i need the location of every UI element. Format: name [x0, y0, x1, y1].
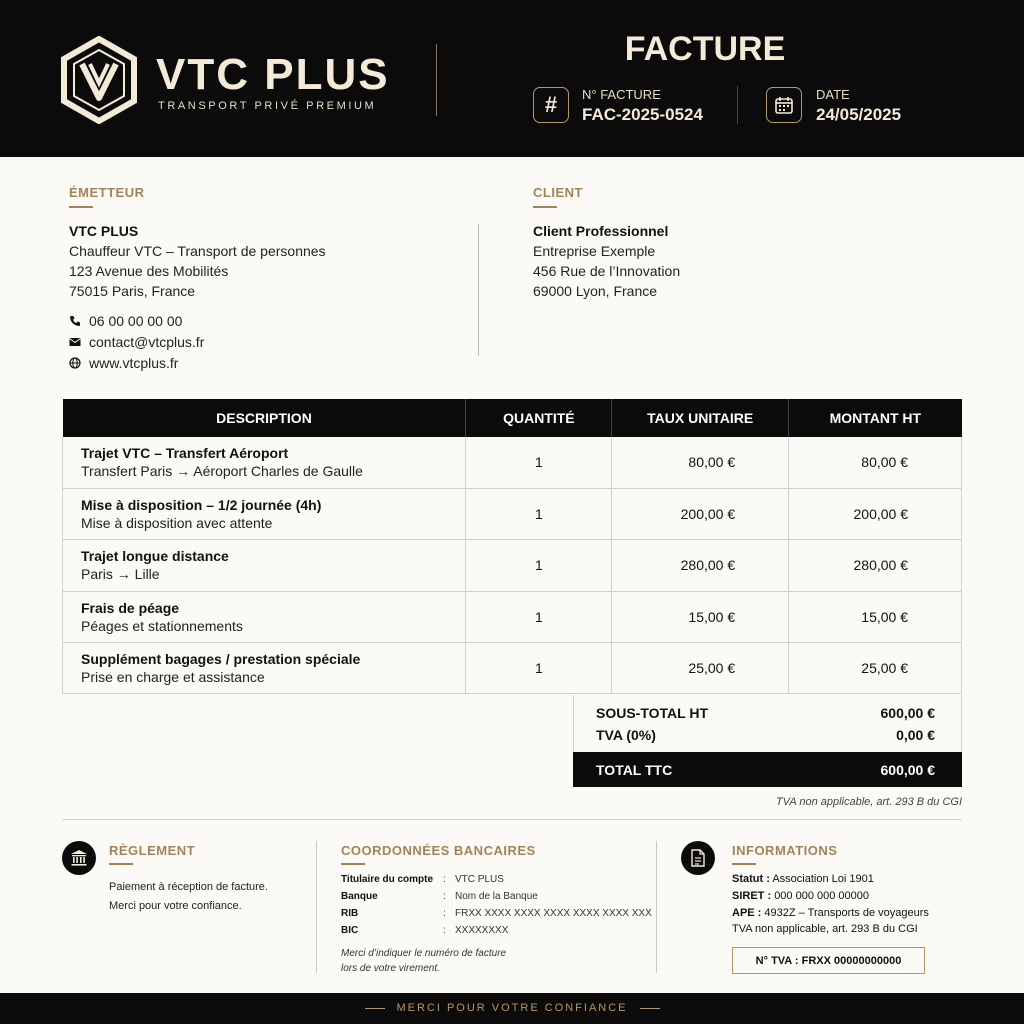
client-line: 69000 Lyon, France: [533, 283, 658, 299]
item-title: Frais de péage: [81, 599, 180, 616]
info-underline: [732, 863, 756, 865]
total-value: 600,00 €: [880, 762, 935, 778]
table-row: [63, 540, 962, 591]
invoice-number: FAC-2025-0524: [582, 105, 703, 124]
item-title: Supplément bagages / prestation spéciale: [81, 651, 361, 668]
total-label: TOTAL TTC: [596, 762, 673, 778]
item-title: Trajet longue distance: [81, 548, 229, 565]
tva-number-box: N° TVA : FRXX 00000000000: [732, 947, 925, 974]
header-divider: [436, 44, 437, 116]
info-siret: [732, 890, 869, 902]
mail-icon: [69, 336, 81, 348]
invoice-number-label: N° FACTURE: [582, 87, 661, 102]
info-label: APE :: [732, 907, 762, 919]
subtotal-label: SOUS-TOTAL HT: [596, 705, 708, 721]
bank-icon: [62, 841, 96, 875]
client-line: Entreprise Exemple: [533, 243, 656, 259]
item-quantity: 1: [466, 591, 612, 642]
parties-divider: [478, 224, 479, 356]
bank-row-rib: RIB : FRXX XXXX XXXX XXXX XXXX XXXX XXX: [341, 908, 652, 919]
table-row: [63, 488, 962, 539]
payment-line: Merci pour votre confiance.: [109, 900, 242, 912]
footer-text: MERCI POUR VOTRE CONFIANCE: [396, 1002, 628, 1014]
info-tva-note: TVA non applicable, art. 293 B du CGI: [732, 923, 918, 935]
bank-value: Nom de la Banque: [455, 891, 538, 902]
item-quantity: 1: [466, 540, 612, 591]
item-subtitle: Péages et stationnements: [81, 617, 243, 634]
bank-title: COORDONNÉES BANCAIRES: [341, 843, 536, 858]
phone-icon: [69, 315, 81, 327]
issuer-line: Chauffeur VTC – Transport de personnes: [69, 243, 326, 259]
bank-note: lors de votre virement.: [341, 963, 440, 974]
item-subtitle: Prise en charge et assistance: [81, 669, 265, 686]
item-subtitle: Transfert Paris → Aéroport Charles de Gaulle: [81, 463, 363, 480]
totals-box: [573, 695, 962, 752]
item-subtitle: Paris → Lille: [81, 566, 160, 583]
item-quantity: 1: [466, 437, 612, 488]
table-header-row: [63, 399, 962, 437]
item-unit-rate: 25,00 €: [612, 643, 789, 694]
total-ttc-bar: [573, 752, 962, 787]
tva-label: TVA (0%): [596, 727, 656, 743]
calendar-icon: [766, 87, 802, 123]
item-title: Mise à disposition – 1/2 journée (4h): [81, 497, 322, 514]
col-header-unit-rate: TAUX UNITAIRE: [612, 399, 789, 437]
payment-title: RÈGLEMENT: [109, 843, 196, 858]
meta-divider: [737, 86, 738, 124]
invoice-date: 24/05/2025: [816, 105, 902, 124]
payment-underline: [109, 863, 133, 865]
subtotal-value: 600,00 €: [880, 705, 935, 721]
table-row: [63, 643, 962, 694]
issuer-name: VTC PLUS: [69, 223, 139, 239]
bank-row-holder: Titulaire du compte : VTC PLUS: [341, 874, 504, 885]
item-unit-rate: 80,00 €: [612, 437, 789, 488]
logo-icon: [60, 36, 138, 124]
client-name: Client Professionnel: [533, 223, 669, 239]
bank-label: Titulaire du compte: [341, 874, 434, 885]
info-label: SIRET :: [732, 890, 772, 902]
bank-label: Banque: [341, 891, 378, 902]
item-unit-rate: 15,00 €: [612, 591, 789, 642]
col-header-amount: MONTANT HT: [789, 399, 962, 437]
document-title: FACTURE: [624, 30, 786, 68]
issuer-email[interactable]: [69, 334, 204, 350]
issuer-line: 123 Avenue des Mobilités: [69, 263, 229, 279]
item-unit-rate: 280,00 €: [612, 540, 789, 591]
issuer-line: 75015 Paris, France: [69, 283, 196, 299]
bank-label: BIC: [341, 925, 359, 936]
bank-value: XXXXXXXX: [455, 925, 509, 936]
client-line: 456 Rue de l’Innovation: [533, 263, 681, 279]
issuer-website[interactable]: [69, 355, 178, 371]
issuer-underline: [69, 206, 93, 208]
section-divider: [62, 819, 962, 820]
invoice-table: [62, 399, 962, 694]
info-value: 000 000 000 00000: [774, 890, 870, 902]
item-unit-rate: 200,00 €: [612, 488, 789, 539]
col-header-description: DESCRIPTION: [63, 399, 466, 437]
bank-row-bank: Banque : Nom de la Banque: [341, 891, 538, 902]
brand-name: VTC PLUS: [156, 50, 390, 99]
date-label: DATE: [816, 87, 850, 102]
footer-divider: [316, 841, 317, 973]
bank-note: Merci d’indiquer le numéro de facture: [341, 948, 507, 959]
col-header-quantity: QUANTITÉ: [466, 399, 612, 437]
item-amount: 280,00 €: [789, 540, 962, 591]
table-row: [63, 437, 962, 488]
tva-exemption-note: TVA non applicable, art. 293 B du CGI: [775, 796, 962, 808]
table-row: [63, 591, 962, 642]
info-status: [732, 873, 874, 885]
item-title: Trajet VTC – Transfert Aéroport: [81, 445, 289, 462]
info-label: Statut :: [732, 873, 770, 885]
bank-underline: [341, 863, 365, 865]
payment-line: Paiement à réception de facture.: [109, 881, 268, 893]
hash-icon: #: [533, 87, 569, 123]
bank-value: FRXX XXXX XXXX XXXX XXXX XXXX XXX: [455, 908, 652, 919]
issuer-title: ÉMETTEUR: [69, 185, 145, 200]
bank-value: VTC PLUS: [455, 874, 504, 885]
website-text: www.vtcplus.fr: [89, 355, 179, 371]
document-icon: [681, 841, 715, 875]
item-quantity: 1: [466, 488, 612, 539]
phone-text: 06 00 00 00 00: [89, 313, 183, 329]
bank-label: RIB: [341, 908, 359, 919]
footer-divider: [656, 841, 657, 973]
header: [0, 0, 1024, 157]
item-amount: 25,00 €: [789, 643, 962, 694]
info-ape: [732, 907, 929, 919]
item-quantity: 1: [466, 643, 612, 694]
info-value: 4932Z – Transports de voyageurs: [764, 907, 929, 919]
client-underline: [533, 206, 557, 208]
info-title: INFORMATIONS: [732, 843, 838, 858]
client-title: CLIENT: [533, 185, 583, 200]
item-amount: 80,00 €: [789, 437, 962, 488]
email-text: contact@vtcplus.fr: [89, 334, 205, 350]
globe-icon: [69, 357, 81, 369]
info-value: Association Loi 1901: [772, 873, 874, 885]
item-amount: 15,00 €: [789, 591, 962, 642]
tva-value: 0,00 €: [896, 727, 935, 743]
brand-tagline: TRANSPORT PRIVÉ PREMIUM: [158, 100, 377, 112]
item-subtitle: Mise à disposition avec attente: [81, 515, 273, 532]
footer-dash: [640, 1008, 660, 1009]
issuer-phone: [69, 313, 182, 329]
item-amount: 200,00 €: [789, 488, 962, 539]
bank-row-bic: BIC : XXXXXXXX: [341, 925, 509, 936]
